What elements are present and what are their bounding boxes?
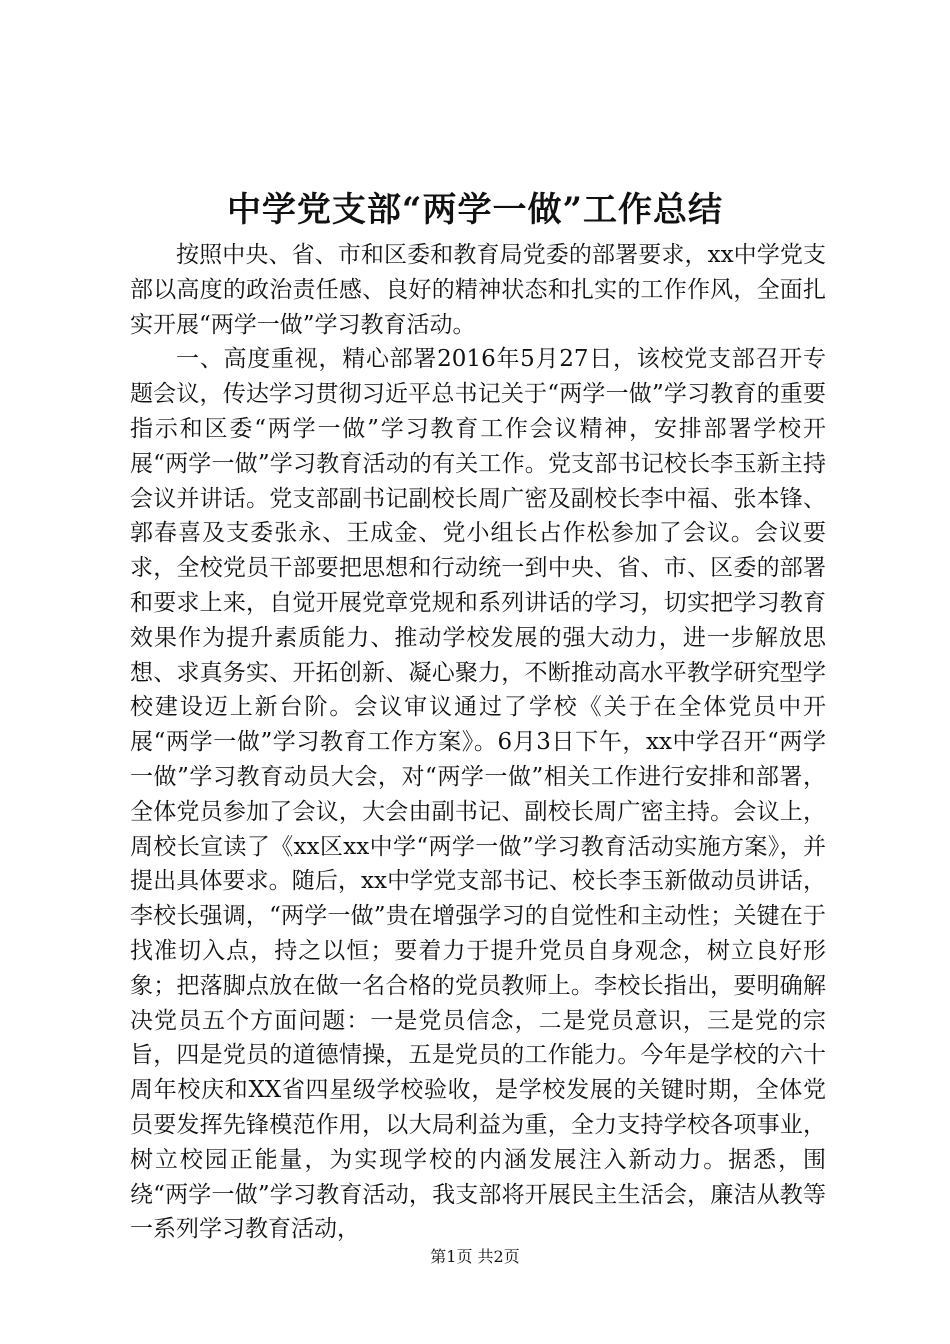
document-title: 中学党支部“两学一做”工作总结: [226, 190, 724, 230]
paragraph-section-one: 一、高度重视，精心部署2016年5月27日，该校党支部召开专题会议，传达学习贯彻习近平总书记关于“两学一做”学习教育的重要指示和区委“两学一做”学习教育工作会议精神，安排部署学校开展“两学一做”学习教育活动的有关工作。党支部书记校长李玉新主持会议并讲话。党支部副书记副校长周广密及副校长李中福、张本锋、郭春喜及支委张永、王成金、党小组长占作松参加了会议。会议要求，全校党员干部要把思想和行动统一到中央、省、市、区委的部署和要求上来，自觉开展党章党规和系列讲话的学习，切实把学习教育效果作为提升素质能力、推动学校发展的强大动力，进一步解放思想、求真务实、开拓创新、凝心聚力，不断推动高水平教学研究型学校建设迈上新台阶。会议审议通过了学校《关于在全体党员中开展“两学一做”学习教育工作方案》。6月3日下午，xx中学召开“两学一做”学习教育动员大会，对“两学一做”相关工作进行安排和部署，全体党员参加了会议，大会由副书记、副校长周广密主持。会议上，周校长宣读了《xx区xx中学“两学一做”学习教育活动实施方案》，并提出具体要求。随后，xx中学党支部书记、校长李玉新做动员讲话，李校长强调，“两学一做”贵在增强学习的自觉性和主动性；关键在于找准切入点，持之以恒；要着力于提升党员自身观念，树立良好形象；把落脚点放在做一名合格的党员教师上。李校长指出，要明确解决党员五个方面问题：一是党员信念，二是党员意识，三是党的宗旨，四是党员的道德情操，五是党员的工作能力。今年是学校的六十周年校庆和XX省四星级学校验收，是学校发展的关键时期，全体党员要发挥先锋模范作用，以大局利益为重，全力支持学校各项事业，树立校园正能量，为实现学校的内涵发展注入新动力。据悉，围绕“两学一做”学习教育活动，我支部将开展民主生活会，廉洁从教等一系列学习教育活动，: [130, 346, 826, 1243]
document-body: [130, 238, 826, 1247]
page-number-footer: 第1页 共2页: [430, 1247, 520, 1266]
paragraph-intro: 按照中央、省、市和区委和教育局党委的部署要求，xx中学党支部以高度的政治责任感、良好的精神状态和扎实的工作作风，全面扎实开展“两学一做”学习教育活动。: [130, 242, 826, 338]
